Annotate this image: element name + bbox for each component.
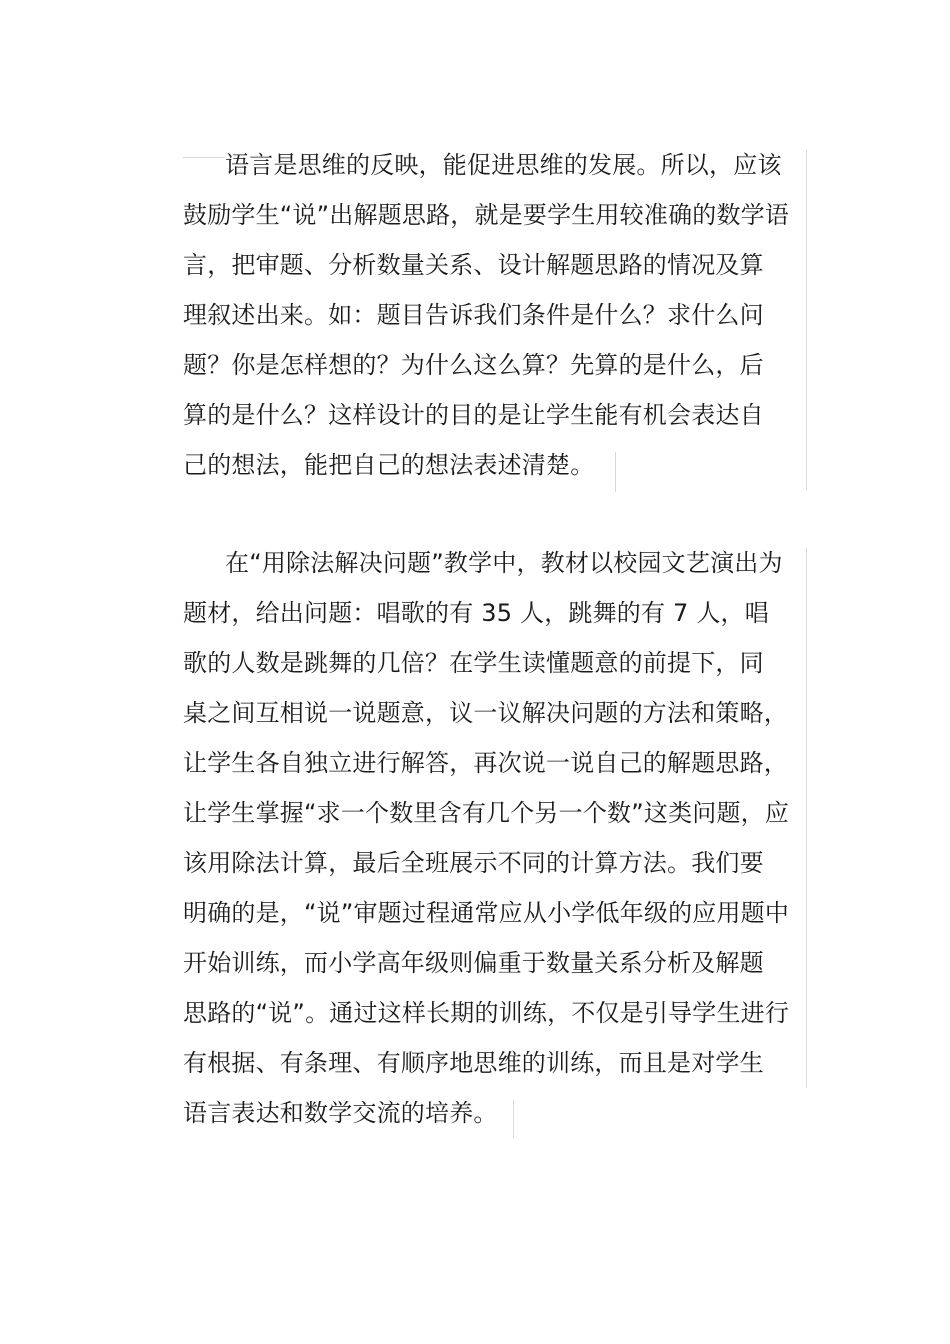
paragraph-line: 鼓励学生“说”出解题思路，就是要学生用较准确的数学语 — [183, 201, 790, 229]
paragraph-line: 有根据、有条理、有顺序地思维的训练，而且是对学生 — [183, 1049, 764, 1077]
paragraph-line: 算的是什么？这样设计的目的是让学生能有机会表达自 — [183, 401, 764, 429]
paragraph-line: 在“用除法解决问题”教学中，教材以校园文艺演出为 — [225, 549, 783, 577]
paragraph-line: 开始训练，而小学高年级则偏重于数量关系分析及解题 — [183, 949, 764, 977]
paragraph-line: 思路的“说”。通过这样长期的训练，不仅是引导学生进行 — [183, 999, 790, 1027]
layout-guide-mark — [513, 1100, 514, 1138]
layout-guide-mark — [615, 452, 616, 492]
paragraph-line: 桌之间互相说一说题意，议一议解决问题的方法和策略， — [183, 699, 788, 727]
paragraph-line: 歌的人数是跳舞的几倍？在学生读懂题意的前提下，同 — [183, 649, 764, 677]
layout-guide-mark — [806, 150, 807, 490]
paragraph-line: 语言是思维的反映，能促进思维的发展。所以，应该 — [225, 151, 782, 179]
paragraph-line: 理叙述出来。如：题目告诉我们条件是什么？求什么问 — [183, 301, 764, 329]
paragraph-line: 题材，给出问题：唱歌的有 35 人，跳舞的有 7 人，唱 — [183, 599, 769, 627]
paragraph-line: 让学生掌握“求一个数里含有几个另一个数”这类问题，应 — [183, 799, 790, 827]
paragraph-speaking-thinking — [183, 140, 813, 490]
paragraph-division-example — [183, 538, 813, 1138]
paragraph-line: 明确的是，“说”审题过程通常应从小学低年级的应用题中 — [183, 899, 790, 927]
paragraph-line: 让学生各自独立进行解答，再次说一说自己的解题思路， — [183, 749, 788, 777]
paragraph-line: 己的想法，能把自己的想法表述清楚。 — [183, 451, 595, 479]
paragraph-line: 语言表达和数学交流的培养。 — [183, 1099, 498, 1127]
paragraph-line: 该用除法计算，最后全班展示不同的计算方法。我们要 — [183, 849, 764, 877]
paragraph-line: 言，把审题、分析数量关系、设计解题思路的情况及算 — [183, 251, 764, 279]
layout-guide-mark — [806, 548, 807, 1088]
paragraph-line: 题？你是怎样想的？为什么这么算？先算的是什么，后 — [183, 351, 764, 379]
